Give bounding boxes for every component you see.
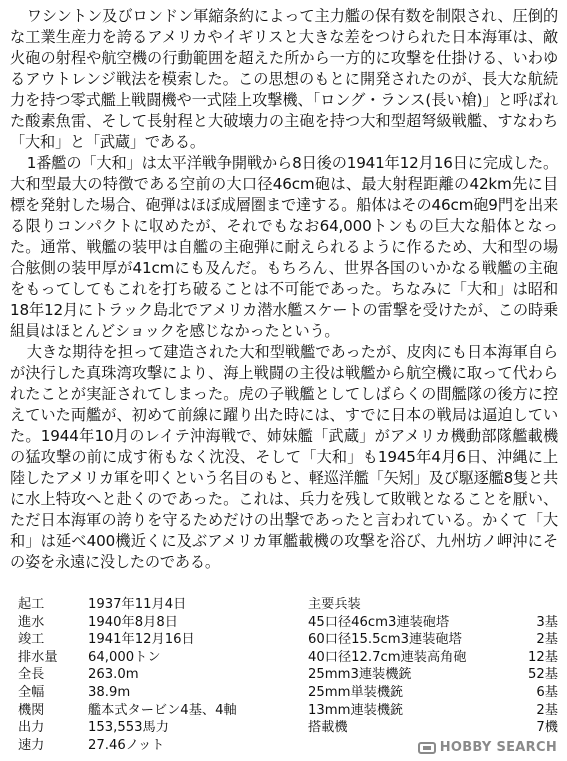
- weapon-qty: 2基: [536, 632, 558, 648]
- spec-value: 153,553馬力: [88, 720, 169, 736]
- spec-label: 速力: [18, 737, 45, 753]
- weapons-heading-label: 主要兵装: [308, 597, 361, 612]
- spec-row: [18, 614, 278, 632]
- spec-value: 64,000トン: [88, 649, 161, 665]
- weapon-label: 25mm3連装機銃: [308, 667, 412, 683]
- spec-label: 機関: [18, 702, 45, 718]
- spec-row: [18, 631, 278, 649]
- spec-value: 艦本式タービン4基、4軸: [88, 702, 237, 718]
- weapon-qty: 6基: [536, 684, 558, 700]
- weapons-heading: [308, 596, 558, 614]
- spec-row: [18, 684, 278, 702]
- paragraph-1: ワシントン及びロンドン軍縮条約によって主力艦の保有数を制限され、圧倒的な工業生産力を誇るアメリカやイギリスと大きな差をつけられた日本海軍は、敵火砲の射程や航空機の行動範囲を超えた所から一方的に攻撃を仕掛ける、いわゆるアウトレンジ戦法を模索した。この思想のもとに開発されたのが、長大な航続力を持つ零式艦上戦闘機や一式陸上攻撃機、「ロング・ランス(長い槍)」と呼ばれた酸素魚雷、そして長射程と大破壊力の主砲を持つ大和型超弩級戦艦、すなわち「大和」と「武蔵」である。: [10, 7, 558, 151]
- spec-row: [18, 737, 278, 755]
- weapon-row: [308, 702, 558, 720]
- spec-row: [18, 719, 278, 737]
- spec-row: [18, 666, 278, 684]
- spec-label: 全幅: [18, 684, 45, 700]
- spec-value: 263.0m: [88, 667, 139, 683]
- weapon-label: 45口径46cm3連装砲塔: [308, 614, 450, 630]
- weapon-row: [308, 649, 558, 667]
- spec-label: 全長: [18, 667, 45, 683]
- spec-value: 27.46ノット: [88, 737, 165, 753]
- spec-row: [18, 649, 278, 667]
- spec-row: [18, 702, 278, 720]
- spec-value: 1940年8月8日: [88, 614, 178, 630]
- spec-label: 竣工: [18, 632, 45, 648]
- weapon-qty: 52基: [528, 667, 558, 683]
- weapons-list: [308, 596, 558, 737]
- weapon-label: 25mm単装機銃: [308, 684, 404, 700]
- watermark-text: HOBBY SEARCH: [439, 740, 557, 755]
- paragraph-2: 1番艦の「大和」は太平洋戦争開戦から8日後の1941年12月16日に完成した。大和型最大の特徴である空前の大口径46cm砲は、最大射程距離の42km先に目標を発射した場合、砲弾はほぼ成層圏まで達する。船体はその46cm砲9門を出来る限りコンパクトに収めたが、それでもなお64,000トンもの巨大な船体となった。通常、戦艦の装甲は自艦の主砲弾に耐えられるように作るため、大和型の場合舷側の装甲厚が41cmにも及んだ。もちろん、世界各国のいかなる戦艦の主砲をもってしてもこれを打ち破ることは不可能であった。ちなみに「大和」は昭和18年12月にトラック島北でアメリカ潜水艦スケートの雷撃を受けたが、この時乗組員はほとんどショックを感じなかったという。: [10, 154, 558, 340]
- history-text: [10, 6, 558, 573]
- weapon-row: [308, 631, 558, 649]
- spec-value: 38.9m: [88, 684, 131, 700]
- spec-value: 1941年12月16日: [88, 632, 195, 648]
- weapon-row: [308, 666, 558, 684]
- spec-value: 1937年11月4日: [88, 597, 187, 612]
- spec-label: 進水: [18, 614, 45, 630]
- weapon-qty: 2基: [536, 702, 558, 718]
- weapon-qty: 7機: [536, 720, 558, 736]
- hobby-search-logo-icon: [418, 741, 436, 755]
- weapon-qty: 12基: [528, 649, 558, 665]
- ship-specs-list: [18, 596, 278, 754]
- weapon-label: 60口径15.5cm3連装砲塔: [308, 632, 462, 648]
- spec-label: 排水量: [18, 649, 58, 665]
- weapon-label: 13mm連装機銃: [308, 702, 404, 718]
- weapon-label: 搭載機: [308, 720, 348, 736]
- spec-row: [18, 596, 278, 614]
- weapon-label: 40口径12.7cm連装高角砲: [308, 649, 467, 665]
- weapon-qty: 3基: [536, 614, 558, 630]
- weapon-row: [308, 614, 558, 632]
- weapon-row: [308, 684, 558, 702]
- spec-label: 出力: [18, 720, 45, 736]
- hobby-search-watermark: [418, 740, 557, 755]
- weapon-row: [308, 719, 558, 737]
- paragraph-3: 大きな期待を担って建造された大和型戦艦であったが、皮肉にも日本海軍自らが決行した真珠湾攻撃により、海上戦闘の主役は戦艦から航空機に取って代わられたことが実証されてしまった。虎の子戦艦としてしばらくの間艦隊の後方に控えていた両艦が、初めて前線に躍り出た時には、すでに日本の戦局は逼迫していた。1944年10月のレイテ沖海戦で、姉妹艦「武蔵」がアメリカ機動部隊艦載機の猛攻撃の前に成す術もなく沈没、そして「大和」も1945年4月6日、沖縄に上陸したアメリカ軍を叩くという名目のもと、軽巡洋艦「矢矧」及び駆逐艦8隻と共に水上特攻へと赴くのであった。これは、兵力を残して敗戦となることを厭い、ただ日本海軍の誇りを守るためだけの出撃であったと言われている。かくて「大和」は延べ400機近くに及ぶアメリカ軍艦載機の攻撃を浴び、九州坊ノ岬沖にその姿を永遠に没したのである。: [10, 343, 558, 571]
- spec-label: 起工: [18, 597, 45, 612]
